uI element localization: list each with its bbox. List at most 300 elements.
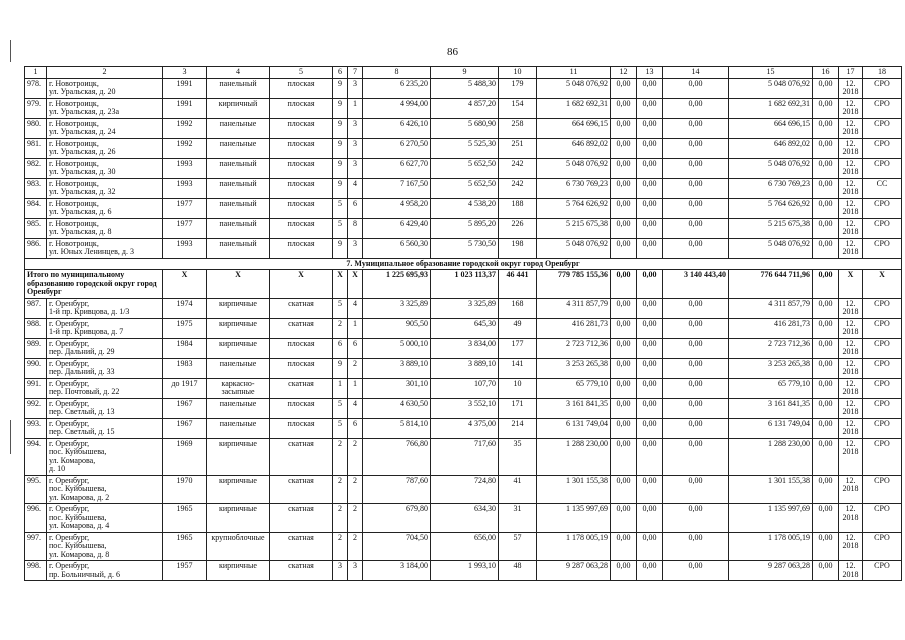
entrances: 1 — [348, 318, 363, 338]
year-built: 1967 — [163, 398, 207, 418]
year-built: 1969 — [163, 438, 207, 475]
floors: 9 — [333, 118, 348, 138]
entrances: 3 — [348, 138, 363, 158]
address-line: ул. Юных Ленинцев, д. 3 — [49, 247, 134, 256]
address-line: ул. Уральская, д. 24 — [49, 127, 116, 136]
wall-material: панельные — [207, 118, 270, 138]
term-line: 2018 — [842, 512, 859, 522]
living-area: 5 680,90 — [431, 118, 499, 138]
owner-funds: 416 281,73 — [729, 318, 813, 338]
fund-method: СРО — [863, 338, 902, 358]
row-number: 994. — [25, 438, 47, 475]
entrances: 2 — [348, 475, 363, 504]
fund-share-3: 0,00 — [663, 298, 729, 318]
term-line: 12. — [845, 158, 856, 168]
address-cell — [47, 318, 163, 338]
total-x-walls: X — [207, 270, 270, 299]
fund-method: СРО — [863, 378, 902, 398]
column-number: 7 — [348, 67, 363, 79]
owner-funds: 6 131 749,04 — [729, 418, 813, 438]
total-cost-sum: 779 785 155,36 — [537, 270, 611, 299]
wall-material: крупноблочные — [207, 532, 270, 561]
fund-method: СРО — [863, 318, 902, 338]
living-area: 645,30 — [431, 318, 499, 338]
owner-funds: 4 311 857,79 — [729, 298, 813, 318]
other-funds: 0,00 — [813, 298, 839, 318]
term-line: 12. — [845, 358, 856, 368]
wall-material: панельный — [207, 218, 270, 238]
entrances: 6 — [348, 338, 363, 358]
total-area: 5 814,10 — [363, 418, 431, 438]
owner-funds: 2 723 712,36 — [729, 338, 813, 358]
address-line: г. Новотроицк, — [49, 118, 99, 128]
address-line: пер. Светлый, д. 13 — [49, 407, 115, 416]
floors: 5 — [333, 218, 348, 238]
year-built: 1965 — [163, 532, 207, 561]
residents: 198 — [499, 238, 537, 258]
roof-type: плоская — [270, 238, 333, 258]
other-funds: 0,00 — [813, 532, 839, 561]
completion-term — [839, 398, 863, 418]
fund-method: СРО — [863, 198, 902, 218]
entrances: 1 — [348, 98, 363, 118]
year-built: 1983 — [163, 358, 207, 378]
term-line: 2018 — [842, 167, 859, 176]
completion-term — [839, 218, 863, 238]
entrances: 8 — [348, 218, 363, 238]
table-row — [25, 532, 902, 561]
total-cost: 5 215 675,38 — [537, 218, 611, 238]
column-number: 2 — [47, 67, 163, 79]
entrances: 4 — [348, 178, 363, 198]
owner-funds: 3 161 841,35 — [729, 398, 813, 418]
address-line: ул. Уральская, д. 26 — [49, 147, 116, 156]
fund-share-2: 0,00 — [637, 561, 663, 581]
owner-funds: 6 730 769,23 — [729, 178, 813, 198]
term-line: 2018 — [842, 127, 859, 136]
binder-mark-bottom — [10, 420, 11, 454]
fund-method: СРО — [863, 158, 902, 178]
address-cell — [47, 238, 163, 258]
total-area: 905,50 — [363, 318, 431, 338]
total-cost: 3 161 841,35 — [537, 398, 611, 418]
column-number: 5 — [270, 67, 333, 79]
fund-share-2: 0,00 — [637, 198, 663, 218]
term-line: 2018 — [842, 307, 859, 316]
fund-method: СРО — [863, 561, 902, 581]
other-funds: 0,00 — [813, 238, 839, 258]
total-cost: 1 135 997,69 — [537, 504, 611, 533]
year-built: 1992 — [163, 138, 207, 158]
total-area: 4 994,00 — [363, 98, 431, 118]
fund-share-3: 0,00 — [663, 338, 729, 358]
fund-share-3: 0,00 — [663, 504, 729, 533]
roof-type: скатная — [270, 298, 333, 318]
completion-term — [839, 138, 863, 158]
floors: 3 — [333, 561, 348, 581]
address-cell — [47, 532, 163, 561]
column-number: 18 — [863, 67, 902, 79]
living-area: 4 538,20 — [431, 198, 499, 218]
residents: 168 — [499, 298, 537, 318]
total-x-c6: X — [333, 270, 348, 299]
owner-funds: 9 287 063,28 — [729, 561, 813, 581]
fund-share-3: 0,00 — [663, 238, 729, 258]
residents: 41 — [499, 475, 537, 504]
wall-material: кирпичные — [207, 298, 270, 318]
fund-share-2: 0,00 — [637, 178, 663, 198]
table-row — [25, 318, 902, 338]
column-number: 15 — [729, 67, 813, 79]
fund-method: СРО — [863, 98, 902, 118]
residents: 242 — [499, 178, 537, 198]
fund-method: СРО — [863, 78, 902, 98]
table-row — [25, 398, 902, 418]
living-area: 107,70 — [431, 378, 499, 398]
total-area: 679,80 — [363, 504, 431, 533]
floors: 2 — [333, 532, 348, 561]
fund-share-1: 0,00 — [611, 438, 637, 475]
completion-term — [839, 475, 863, 504]
living-area: 5 652,50 — [431, 158, 499, 178]
residents: 226 — [499, 218, 537, 238]
other-funds: 0,00 — [813, 178, 839, 198]
address-line: г. Оренбург, — [49, 398, 90, 408]
address-line: ул. Комарова, д. 8 — [49, 549, 110, 559]
floors: 5 — [333, 418, 348, 438]
term-line: 2018 — [842, 147, 859, 156]
residents: 154 — [499, 98, 537, 118]
fund-share-2: 0,00 — [637, 138, 663, 158]
term-line: 2018 — [842, 569, 859, 579]
address-cell — [47, 218, 163, 238]
fund-share-2: 0,00 — [637, 158, 663, 178]
total-cost: 5 764 626,92 — [537, 198, 611, 218]
address-line: пер. Светлый, д. 15 — [49, 427, 115, 436]
completion-term — [839, 98, 863, 118]
wall-material: кирпичные — [207, 438, 270, 475]
year-built: 1993 — [163, 178, 207, 198]
address-line: пер. Дальний, д. 29 — [49, 347, 115, 356]
roof-type: плоская — [270, 418, 333, 438]
living-area: 3 325,89 — [431, 298, 499, 318]
total-area: 3 325,89 — [363, 298, 431, 318]
address-line: г. Оренбург, — [49, 438, 90, 448]
fund-method: СРО — [863, 504, 902, 533]
address-line: г. Оренбург, — [49, 358, 90, 368]
address-line: ул. Уральская, д. 6 — [49, 207, 112, 216]
entrances: 2 — [348, 438, 363, 475]
other-funds: 0,00 — [813, 358, 839, 378]
table-row — [25, 475, 902, 504]
roof-type: скатная — [270, 532, 333, 561]
total-cost: 5 048 076,92 — [537, 158, 611, 178]
entrances: 2 — [348, 504, 363, 533]
other-funds-sum: 0,00 — [813, 270, 839, 299]
table-row — [25, 98, 902, 118]
fund-share-1: 0,00 — [611, 504, 637, 533]
column-number: 17 — [839, 67, 863, 79]
row-number: 990. — [25, 358, 47, 378]
term-line: 2018 — [842, 247, 859, 256]
residents: 49 — [499, 318, 537, 338]
residents: 10 — [499, 378, 537, 398]
fund-method: СРО — [863, 532, 902, 561]
column-number: 10 — [499, 67, 537, 79]
row-number: 998. — [25, 561, 47, 581]
year-built: 1974 — [163, 298, 207, 318]
year-built: 1975 — [163, 318, 207, 338]
address-line: г. Новотроицк, — [49, 78, 99, 88]
total-area: 301,10 — [363, 378, 431, 398]
fund-share-1: 0,00 — [611, 318, 637, 338]
row-number: 992. — [25, 398, 47, 418]
floors: 5 — [333, 298, 348, 318]
row-number: 996. — [25, 504, 47, 533]
living-area: 656,00 — [431, 532, 499, 561]
term-line: 12. — [845, 138, 856, 148]
address-cell — [47, 561, 163, 581]
term-line: 12. — [845, 378, 856, 388]
total-area: 7 167,50 — [363, 178, 431, 198]
other-funds: 0,00 — [813, 98, 839, 118]
total-cost: 2 723 712,36 — [537, 338, 611, 358]
address-line: д. 10 — [49, 464, 66, 473]
wall-material: панельный — [207, 158, 270, 178]
completion-term — [839, 158, 863, 178]
fund-share-2: 0,00 — [637, 98, 663, 118]
floors: 9 — [333, 178, 348, 198]
address-line: ул. Комарова, д. 2 — [49, 492, 110, 502]
entrances: 3 — [348, 238, 363, 258]
fund-share-1: 0,00 — [611, 378, 637, 398]
term-line: 12. — [845, 561, 856, 570]
total-area: 766,80 — [363, 438, 431, 475]
term-line: 12. — [845, 398, 856, 408]
fund-share-1: 0,00 — [611, 118, 637, 138]
other-funds: 0,00 — [813, 78, 839, 98]
fund-share-2: 0,00 — [637, 318, 663, 338]
roof-type: плоская — [270, 358, 333, 378]
roof-type: скатная — [270, 438, 333, 475]
total-cost: 1 682 692,31 — [537, 98, 611, 118]
other-funds: 0,00 — [813, 158, 839, 178]
table-row — [25, 198, 902, 218]
total-area: 787,60 — [363, 475, 431, 504]
owner-funds: 5 048 076,92 — [729, 78, 813, 98]
residents: 31 — [499, 504, 537, 533]
total-x-roof: X — [270, 270, 333, 299]
completion-term — [839, 178, 863, 198]
column-number: 12 — [611, 67, 637, 79]
fund-share-2: 0,00 — [637, 118, 663, 138]
term-line: 12. — [845, 438, 856, 448]
address-line: г. Новотроицк, — [49, 218, 99, 228]
term-line: 2018 — [842, 227, 859, 236]
term-line: 2018 — [842, 327, 859, 336]
living-area: 5 730,50 — [431, 238, 499, 258]
fund-share-2-sum: 0,00 — [637, 270, 663, 299]
total-area: 6 270,50 — [363, 138, 431, 158]
total-cost: 1 288 230,00 — [537, 438, 611, 475]
roof-type: плоская — [270, 118, 333, 138]
total-x-method: X — [863, 270, 902, 299]
address-cell — [47, 118, 163, 138]
total-x-term: X — [839, 270, 863, 299]
term-line: 12. — [845, 418, 856, 428]
wall-material: кирпичный — [207, 98, 270, 118]
table-row — [25, 158, 902, 178]
completion-term — [839, 561, 863, 581]
address-line: пос. Куйбышева, — [49, 447, 107, 456]
owner-funds: 664 696,15 — [729, 118, 813, 138]
floors: 5 — [333, 198, 348, 218]
residents: 242 — [499, 158, 537, 178]
fund-share-1: 0,00 — [611, 358, 637, 378]
wall-material: панельные — [207, 398, 270, 418]
roof-type: плоская — [270, 78, 333, 98]
floors: 2 — [333, 504, 348, 533]
address-line: г. Оренбург, — [49, 532, 90, 542]
total-cost: 4 311 857,79 — [537, 298, 611, 318]
term-line: 12. — [845, 78, 856, 88]
column-number: 6 — [333, 67, 348, 79]
row-number: 987. — [25, 298, 47, 318]
floors: 6 — [333, 338, 348, 358]
address-line: г. Оренбург, — [49, 378, 90, 388]
fund-share-1: 0,00 — [611, 158, 637, 178]
column-number: 3 — [163, 67, 207, 79]
table-row — [25, 138, 902, 158]
fund-method: СС — [863, 178, 902, 198]
total-area: 6 235,20 — [363, 78, 431, 98]
address-cell — [47, 158, 163, 178]
floors: 9 — [333, 78, 348, 98]
fund-share-2: 0,00 — [637, 78, 663, 98]
total-row — [25, 270, 902, 299]
term-line: 2018 — [842, 367, 859, 376]
fund-share-3: 0,00 — [663, 158, 729, 178]
term-line: 2018 — [842, 427, 859, 436]
entrances: 6 — [348, 418, 363, 438]
fund-share-1: 0,00 — [611, 475, 637, 504]
address-line: пер. Почтовый, д. 22 — [49, 387, 120, 396]
fund-share-2: 0,00 — [637, 298, 663, 318]
wall-material: панельный — [207, 178, 270, 198]
address-line: г. Оренбург, — [49, 504, 90, 513]
fund-method: СРО — [863, 138, 902, 158]
living-area: 1 993,10 — [431, 561, 499, 581]
roof-type: плоская — [270, 198, 333, 218]
address-cell — [47, 198, 163, 218]
row-number: 982. — [25, 158, 47, 178]
total-cost: 3 253 265,38 — [537, 358, 611, 378]
other-funds: 0,00 — [813, 118, 839, 138]
address-line: ул. Уральская, д. 8 — [49, 227, 112, 236]
total-cost: 9 287 063,28 — [537, 561, 611, 581]
floors: 9 — [333, 98, 348, 118]
table-row — [25, 178, 902, 198]
fund-share-3: 0,00 — [663, 418, 729, 438]
row-number: 995. — [25, 475, 47, 504]
total-area: 704,50 — [363, 532, 431, 561]
other-funds: 0,00 — [813, 418, 839, 438]
living-area: 5 652,50 — [431, 178, 499, 198]
section-title-row — [25, 258, 902, 270]
fund-method: СРО — [863, 218, 902, 238]
fund-method: СРО — [863, 358, 902, 378]
fund-share-3: 0,00 — [663, 78, 729, 98]
fund-method: СРО — [863, 118, 902, 138]
living-area: 4 375,00 — [431, 418, 499, 438]
total-area-sum: 1 225 695,93 — [363, 270, 431, 299]
column-number: 1 — [25, 67, 47, 79]
address-line: г. Оренбург, — [49, 418, 90, 428]
year-built: 1967 — [163, 418, 207, 438]
total-area: 4 630,50 — [363, 398, 431, 418]
address-line: ул. Уральская, д. 30 — [49, 167, 116, 176]
term-line: 12. — [845, 475, 856, 485]
total-x-year: X — [163, 270, 207, 299]
owner-funds: 3 253 265,38 — [729, 358, 813, 378]
year-built: 1993 — [163, 158, 207, 178]
table-row — [25, 298, 902, 318]
roof-type: скатная — [270, 504, 333, 533]
fund-share-1: 0,00 — [611, 178, 637, 198]
living-area: 5 525,30 — [431, 138, 499, 158]
residents: 251 — [499, 138, 537, 158]
completion-term — [839, 318, 863, 338]
table-row — [25, 561, 902, 581]
fund-share-1: 0,00 — [611, 138, 637, 158]
living-area: 634,30 — [431, 504, 499, 533]
fund-share-3: 0,00 — [663, 318, 729, 338]
fund-share-3: 0,00 — [663, 178, 729, 198]
year-built: 1992 — [163, 118, 207, 138]
column-number: 8 — [363, 67, 431, 79]
fund-share-2: 0,00 — [637, 218, 663, 238]
fund-share-2: 0,00 — [637, 358, 663, 378]
address-line: 1-й пр. Кривцова, д. 1/3 — [49, 307, 130, 316]
year-built: 1991 — [163, 98, 207, 118]
roof-type: скатная — [270, 318, 333, 338]
fund-share-2: 0,00 — [637, 378, 663, 398]
year-built: 1993 — [163, 238, 207, 258]
fund-share-3: 0,00 — [663, 378, 729, 398]
fund-share-1: 0,00 — [611, 418, 637, 438]
column-number: 13 — [637, 67, 663, 79]
fund-share-3: 0,00 — [663, 98, 729, 118]
address-cell — [47, 418, 163, 438]
total-area: 6 426,10 — [363, 118, 431, 138]
owner-funds-sum: 776 644 711,96 — [729, 270, 813, 299]
other-funds: 0,00 — [813, 475, 839, 504]
address-line: г. Новотроицк, — [49, 138, 99, 148]
owner-funds: 5 048 076,92 — [729, 238, 813, 258]
total-cost: 5 048 076,92 — [537, 238, 611, 258]
total-cost: 1 178 005,19 — [537, 532, 611, 561]
table-row — [25, 418, 902, 438]
residents-sum: 46 441 — [499, 270, 537, 299]
owner-funds: 1 135 997,69 — [729, 504, 813, 533]
fund-method: СРО — [863, 298, 902, 318]
address-line: ул. Уральская, д. 32 — [49, 187, 116, 196]
term-line: 2018 — [842, 541, 859, 550]
fund-method: СРО — [863, 398, 902, 418]
wall-material: панельные — [207, 138, 270, 158]
year-built: 1957 — [163, 561, 207, 581]
year-built: 1977 — [163, 198, 207, 218]
